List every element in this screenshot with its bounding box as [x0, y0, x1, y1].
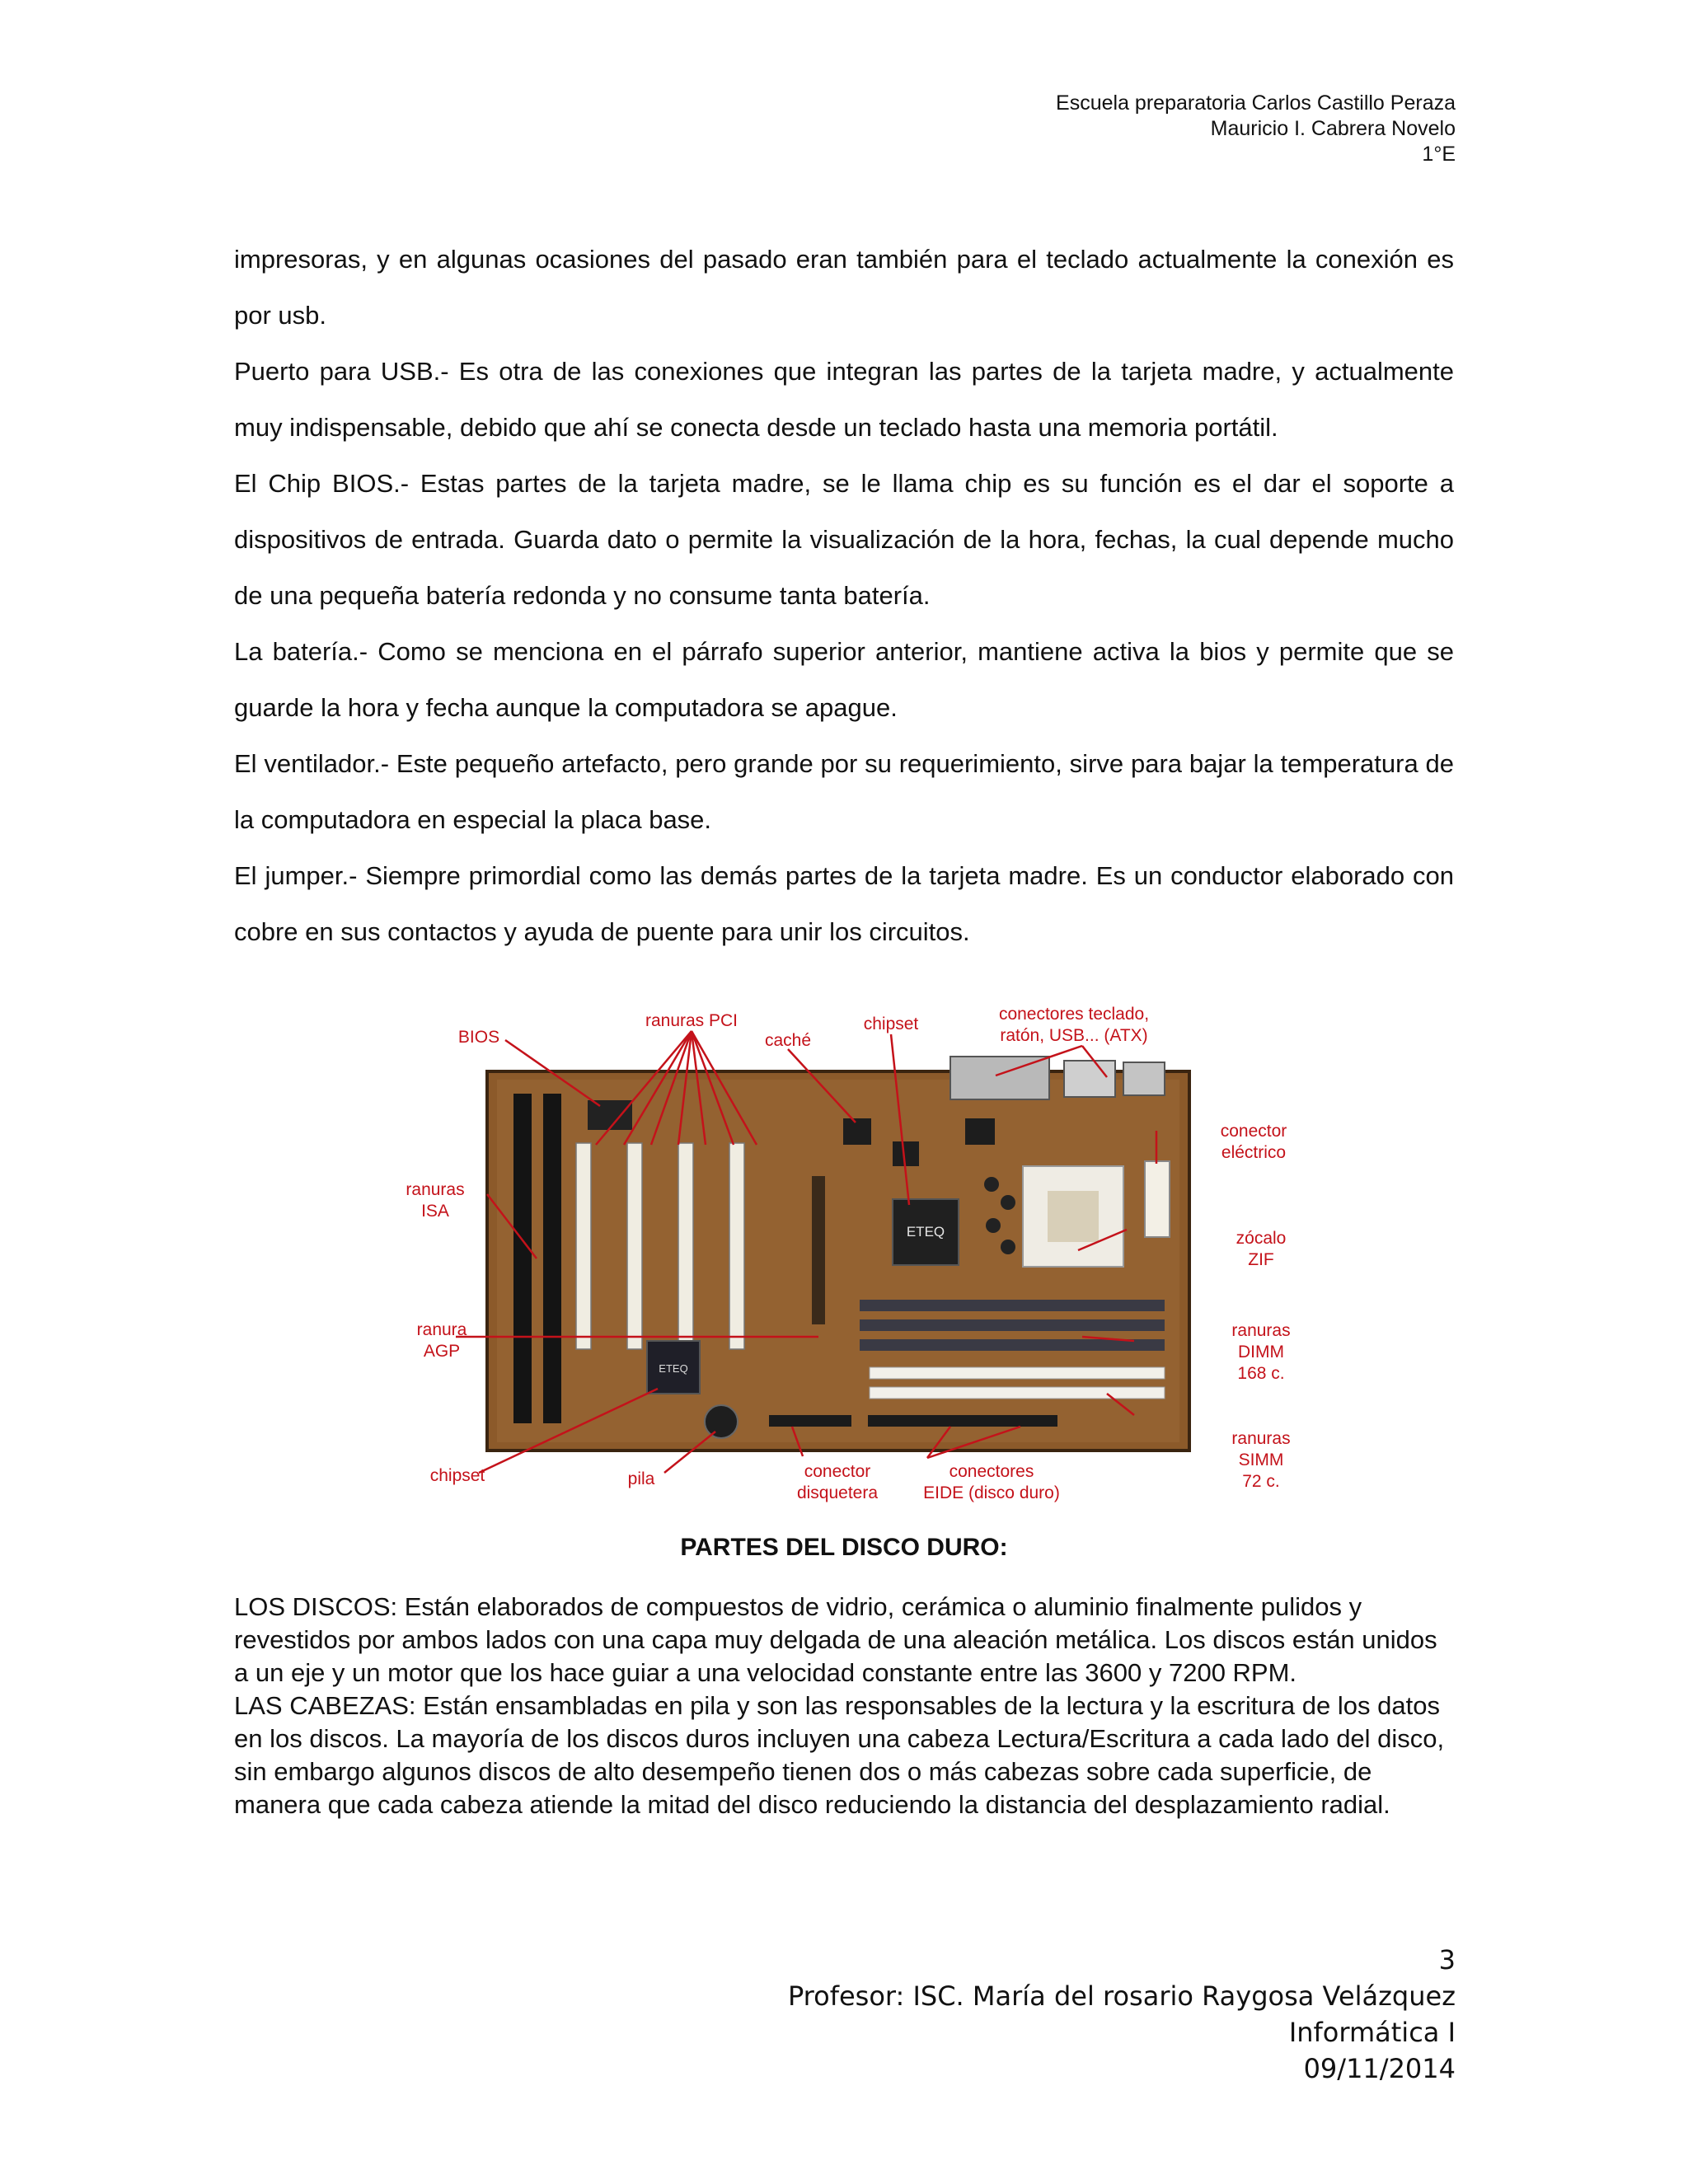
paragraph-jumper: El jumper.- Siempre primordial como las demás partes de la tarjeta madre. Es un conductor elaborado con cobre en sus contactos y ayuda de puente para unir los circuitos. [234, 861, 1454, 946]
paragraph-continuation: impresoras, y en algunas ocasiones del pasado eran también para el teclado actualmente la conexión es por usb. [234, 245, 1454, 330]
dimm-slot [860, 1319, 1165, 1331]
isa-slot [513, 1094, 532, 1423]
label-floppy-line2: disquetera [796, 1483, 879, 1502]
floppy-connector [769, 1415, 851, 1427]
eide-connector [868, 1415, 1057, 1427]
subject-name: Informática I [1288, 2017, 1456, 2048]
label-eide-line1: conectores [949, 1462, 1034, 1481]
simm-slot [870, 1367, 1165, 1379]
label-isa-line2: ISA [421, 1202, 449, 1221]
label-eide-line2: EIDE (disco duro) [923, 1483, 1060, 1502]
body-text [234, 232, 1454, 960]
motherboard-diagram [382, 995, 1305, 1506]
label-simm-line2: SIMM [1238, 1451, 1284, 1469]
dimm-slot [860, 1300, 1165, 1311]
paragraph-heads: LAS CABEZAS: Están ensambladas en pila y son las responsables de la lectura y la escritura de los datos en los discos. La mayoría de los discos duros incluyen una cabeza Lectura/Escritura a cada lado del disco, sin embargo algunos discos de alto desempeño tienen dos o más cabezas sobre cada superficie, de manera que cada cabeza atiende la mitad del disco reduciendo la distancia del desplazamiento radial. [234, 1691, 1445, 1819]
group-label: 1°E [1422, 143, 1456, 166]
label-agp-line2: AGP [423, 1342, 461, 1361]
bios-chip [588, 1100, 632, 1130]
label-floppy-line1: conector [804, 1462, 871, 1481]
motherboard-svg [382, 995, 1305, 1506]
school-name: Escuela preparatoria Carlos Castillo Peraza [1056, 91, 1456, 115]
label-power-line2: eléctrico [1221, 1143, 1287, 1162]
label-simm-line1: ranuras [1231, 1429, 1291, 1448]
simm-slot [870, 1387, 1165, 1399]
label-connectors-line1: conectores teclado, [998, 1005, 1150, 1024]
teacher-name: Profesor: ISC. María del rosario Raygosa Velázquez [787, 1980, 1456, 2012]
cmos-battery [705, 1405, 738, 1438]
pci-slot [678, 1143, 693, 1349]
paragraph-battery: La batería.- Como se menciona en el párrafo superior anterior, mantiene activa la bios y permite que se guarde la hora y fecha aunque la computadora se apague. [234, 637, 1454, 722]
label-simm-line3: 72 c. [1242, 1472, 1280, 1491]
section-title: PARTES DEL DISCO DURO: [680, 1534, 1008, 1561]
label-isa-line1: ranuras [406, 1180, 465, 1199]
label-agp-line1: ranura [416, 1320, 467, 1339]
dimm-slot [860, 1339, 1165, 1351]
page-number: 3 [1438, 1944, 1456, 1975]
label-chipset-top: chipset [863, 1015, 919, 1033]
label-dimm-line1: ranuras [1231, 1321, 1291, 1340]
paragraph-bios-chip: El Chip BIOS.- Estas partes de la tarjeta madre, se le llama chip es su función es el dar el soporte a dispositivos de entrada. Guarda dato o permite la visualización de la hora, fechas, la cual depende mucho de una pequeña batería redonda y no consume tanta batería. [234, 469, 1454, 610]
label-cache: caché [764, 1031, 812, 1050]
paragraph-discs: LOS DISCOS: Están elaborados de compuestos de vidrio, cerámica o aluminio finalmente pulidos y revestidos por ambos lados con una capa muy delgada de una aleación metálica. Los discos están unidos a un eje y un motor que los hace guiar a una velocidad constante entre las 3600 y 7200 RPM. [234, 1592, 1437, 1687]
cache-chip [843, 1118, 871, 1145]
page-footer [788, 1942, 1456, 2087]
label-chipset-bottom: chipset [429, 1466, 485, 1485]
agp-slot [812, 1176, 825, 1324]
chip-brand-small: ETEQ [659, 1362, 688, 1375]
pci-slot [627, 1143, 642, 1349]
label-dimm-line2: DIMM [1238, 1343, 1284, 1361]
paragraph-fan: El ventilador.- Este pequeño artefacto, pero grande por su requerimiento, sirve para bajar la temperatura de la computadora en especial la placa base. [234, 749, 1454, 834]
label-battery: pila [627, 1469, 655, 1488]
cache-chip [893, 1141, 919, 1166]
label-connectors-line2: ratón, USB... (ATX) [1000, 1026, 1148, 1045]
isa-slot [543, 1094, 561, 1423]
label-pci-slots: ranuras PCI [645, 1011, 738, 1030]
label-zif-line2: ZIF [1248, 1250, 1274, 1269]
pci-slot [576, 1143, 591, 1349]
author-name: Mauricio I. Cabrera Novelo [1210, 117, 1456, 140]
pci-slot [729, 1143, 744, 1349]
label-dimm-line3: 168 c. [1237, 1364, 1285, 1383]
label-bios: BIOS [457, 1028, 500, 1047]
hard-disk-text [234, 1591, 1454, 1821]
label-power-line1: conector [1220, 1122, 1287, 1141]
power-connector [1145, 1161, 1170, 1237]
label-zif-line1: zócalo [1236, 1229, 1287, 1248]
chip-brand: ETEQ [906, 1224, 945, 1240]
document-date: 09/11/2014 [1303, 2053, 1456, 2084]
page-header [1056, 91, 1456, 167]
paragraph-usb-port: Puerto para USB.- Es otra de las conexiones que integran las partes de la tarjeta madre, y actualmente muy indispensable, debido que ahí se conecta desde un teclado hasta una memoria portátil. [234, 357, 1454, 442]
